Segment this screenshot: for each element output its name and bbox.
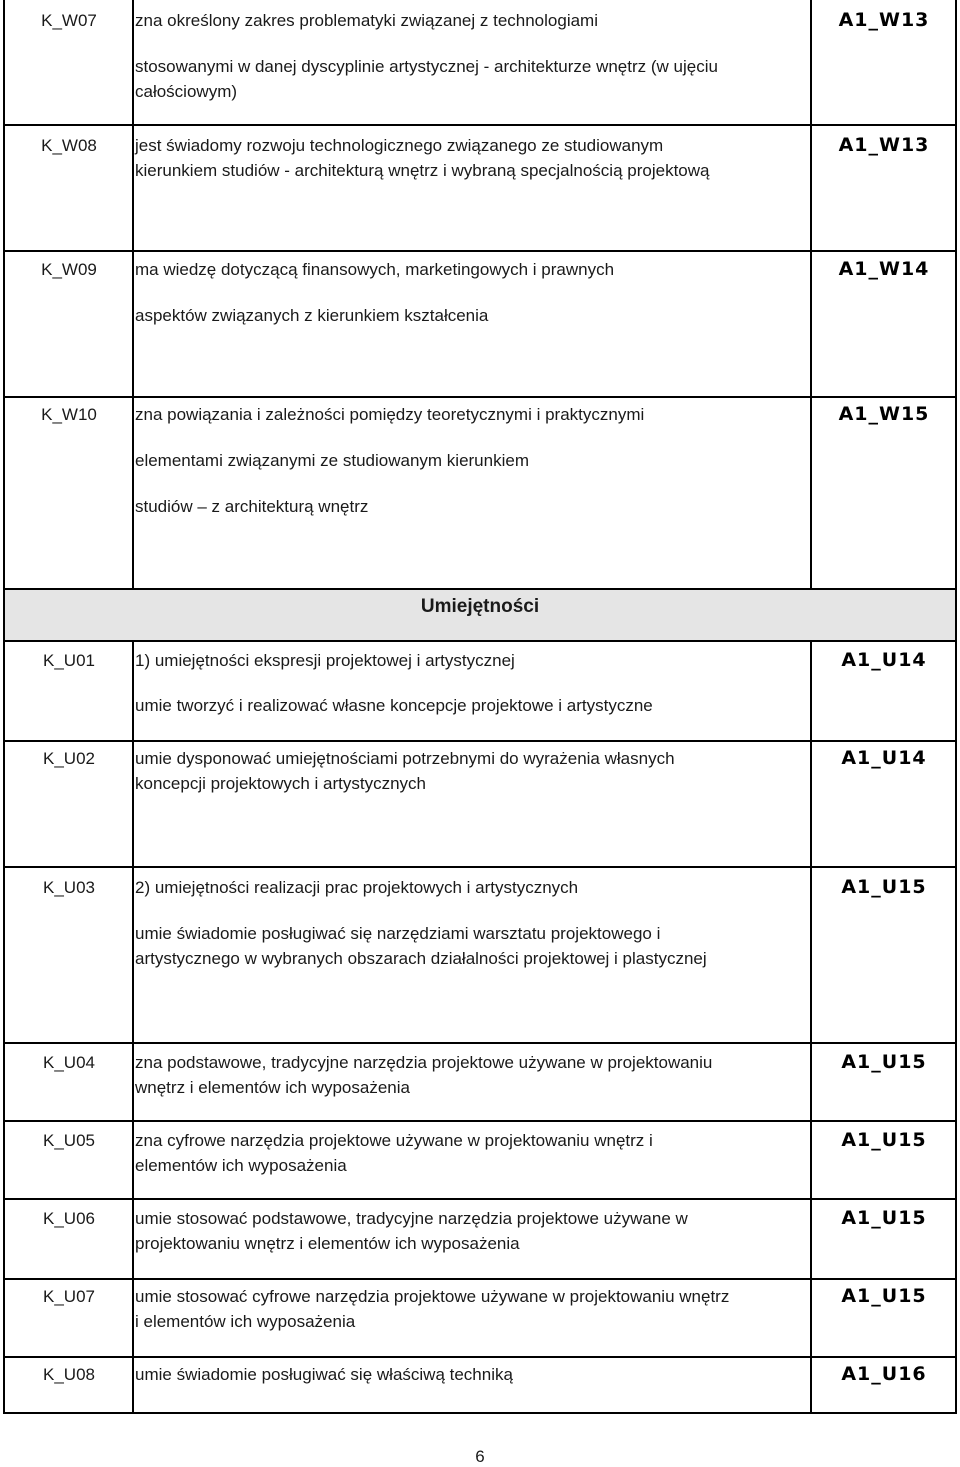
- description-line: elementami związanymi ze studiowanym kierunkiem: [135, 451, 529, 470]
- row-divider: [5, 1198, 955, 1200]
- description-line: 1) umiejętności ekspresji projektowej i artystycznej: [135, 651, 515, 670]
- description-line: projektowaniu wnętrz i elementów ich wyposażenia: [135, 1234, 520, 1253]
- reference-code: A1_U14: [841, 747, 927, 769]
- reference-code: A1_U16: [841, 1363, 927, 1385]
- description-line: umie świadomie posługiwać się narzędziami warsztatu projektowego i: [135, 924, 661, 943]
- outcome-code: K_U08: [43, 1365, 95, 1384]
- description-line: 2) umiejętności realizacji prac projektowych i artystycznych: [135, 878, 579, 897]
- page-number: 6: [475, 1447, 485, 1466]
- description-line: umie dysponować umiejętnościami potrzebnymi do wyrażenia własnych: [135, 749, 675, 768]
- description-line: zna powiązania i zależności pomiędzy teoretycznymi i praktycznymi: [135, 405, 645, 424]
- outcome-code: K_U03: [43, 878, 95, 897]
- outcome-code: K_U05: [43, 1131, 95, 1150]
- outcome-code: K_U04: [43, 1053, 95, 1072]
- outcome-code: K_U01: [43, 651, 95, 670]
- reference-code: A1_U15: [841, 1207, 927, 1229]
- description-line: jest świadomy rozwoju technologicznego związanego ze studiowanym: [135, 136, 664, 155]
- row-divider: [5, 740, 955, 742]
- description-line: koncepcji projektowych i artystycznych: [135, 774, 427, 793]
- reference-code: A1_U15: [841, 1285, 927, 1307]
- outcome-code: K_U02: [43, 749, 95, 768]
- description-line: zna podstawowe, tradycyjne narzędzia projektowe używane w projektowaniu: [135, 1053, 713, 1072]
- outcome-code: K_U06: [43, 1209, 95, 1228]
- reference-code: A1_W14: [838, 258, 930, 280]
- column-divider: [132, 0, 134, 590]
- outcomes-table: [3, 0, 957, 1414]
- row-divider: [5, 866, 955, 868]
- reference-code: A1_W13: [838, 9, 930, 31]
- section-title: Umiejętności: [420, 596, 540, 617]
- description-line: wnętrz i elementów ich wyposażenia: [135, 1078, 410, 1097]
- description-line: całościowym): [135, 82, 238, 101]
- description-line: aspektów związanych z kierunkiem kształcenia: [135, 306, 489, 325]
- column-divider: [810, 0, 812, 590]
- description-line: studiów – z architekturą wnętrz: [135, 497, 369, 516]
- row-divider: [5, 124, 955, 126]
- outcome-code: K_W07: [41, 11, 97, 30]
- reference-code: A1_U14: [841, 649, 927, 671]
- outcome-code: K_W09: [41, 260, 97, 279]
- description-line: artystycznego w wybranych obszarach działalności projektowej i plastycznej: [135, 949, 707, 968]
- row-divider: [5, 250, 955, 252]
- description-line: umie stosować podstawowe, tradycyjne narzędzia projektowe używane w: [135, 1209, 688, 1228]
- row-divider: [5, 1042, 955, 1044]
- outcome-code: K_W08: [41, 136, 97, 155]
- row-divider: [5, 640, 955, 642]
- description-line: zna określony zakres problematyki związanej z technologiami: [135, 11, 598, 30]
- reference-code: A1_U15: [841, 876, 927, 898]
- description-line: i elementów ich wyposażenia: [135, 1312, 356, 1331]
- row-divider: [5, 1278, 955, 1280]
- description-line: elementów ich wyposażenia: [135, 1156, 347, 1175]
- description-line: umie świadomie posługiwać się właściwą techniką: [135, 1365, 513, 1384]
- description-line: zna cyfrowe narzędzia projektowe używane w projektowaniu wnętrz i: [135, 1131, 653, 1150]
- row-divider: [5, 1120, 955, 1122]
- description-line: umie stosować cyfrowe narzędzia projektowe używane w projektowaniu wnętrz: [135, 1287, 730, 1306]
- reference-code: A1_W15: [838, 403, 930, 425]
- section-header: [5, 590, 955, 642]
- outcome-code: K_U07: [43, 1287, 95, 1306]
- description-line: stosowanymi w danej dyscyplinie artystycznej - architekturze wnętrz (w ujęciu: [135, 57, 718, 76]
- row-divider: [5, 1356, 955, 1358]
- reference-code: A1_U15: [841, 1051, 927, 1073]
- description-line: ma wiedzę dotyczącą finansowych, marketingowych i prawnych: [135, 260, 615, 279]
- reference-code: A1_U15: [841, 1129, 927, 1151]
- row-divider: [5, 396, 955, 398]
- reference-code: A1_W13: [838, 134, 930, 156]
- description-line: kierunkiem studiów - architekturą wnętrz i wybraną specjalnością projektową: [135, 161, 710, 180]
- description-line: umie tworzyć i realizować własne koncepcje projektowe i artystyczne: [135, 696, 653, 715]
- outcome-code: K_W10: [41, 405, 97, 424]
